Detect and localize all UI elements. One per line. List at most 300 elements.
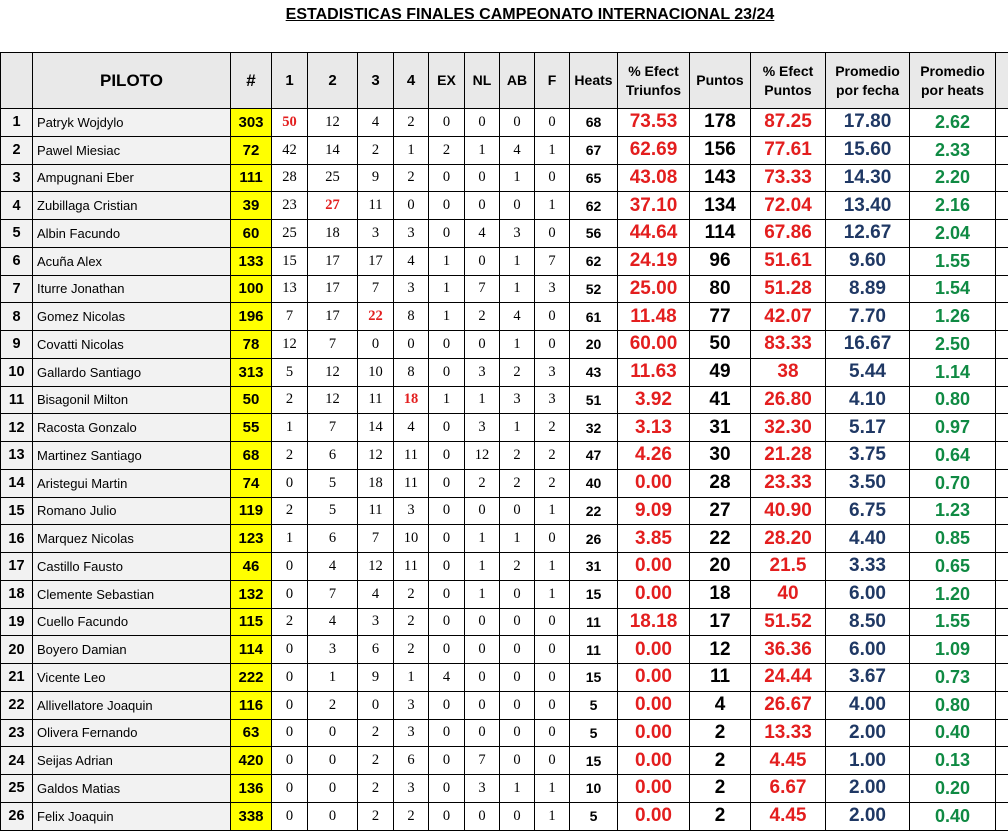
p4-cell: 11 — [394, 469, 429, 497]
p3-cell: 14 — [358, 414, 394, 442]
p3-cell: 17 — [358, 247, 394, 275]
p1-cell: 28 — [272, 164, 308, 192]
heats-cell: 22 — [570, 497, 618, 525]
header-p1: 1 — [272, 53, 308, 109]
f-cell: 0 — [535, 636, 570, 664]
header-efect-puntos-line1: % Efect — [763, 63, 814, 79]
heats-cell: 11 — [570, 608, 618, 636]
extra-cell — [996, 469, 1008, 497]
heats-cell: 67 — [570, 136, 618, 164]
header-numero: # — [231, 53, 272, 109]
p2-cell: 27 — [308, 192, 358, 220]
promedio-fecha-cell: 3.50 — [826, 469, 910, 497]
numero-cell: 60 — [231, 220, 272, 248]
promedio-heats-cell: 2.50 — [910, 331, 996, 359]
heats-cell: 61 — [570, 303, 618, 331]
puntos-cell: 2 — [690, 775, 751, 803]
p2-cell: 0 — [308, 802, 358, 830]
header-promedio-heats-line1: Promedio — [920, 63, 985, 79]
p4-cell: 10 — [394, 525, 429, 553]
nl-cell: 7 — [465, 747, 500, 775]
p4-cell: 2 — [394, 802, 429, 830]
p4-cell: 2 — [394, 164, 429, 192]
p2-cell: 5 — [308, 497, 358, 525]
efect-triunfos-cell: 3.92 — [618, 386, 690, 414]
position-cell: 15 — [1, 497, 33, 525]
p3-cell: 22 — [358, 303, 394, 331]
piloto-cell: Seijas Adrian — [33, 747, 231, 775]
puntos-cell: 96 — [690, 247, 751, 275]
p2-cell: 2 — [308, 691, 358, 719]
numero-cell: 68 — [231, 442, 272, 470]
ex-cell: 0 — [429, 164, 465, 192]
ex-cell: 0 — [429, 497, 465, 525]
numero-cell: 100 — [231, 275, 272, 303]
efect-triunfos-cell: 0.00 — [618, 469, 690, 497]
promedio-heats-cell: 0.97 — [910, 414, 996, 442]
piloto-cell: Clemente Sebastian — [33, 580, 231, 608]
promedio-fecha-cell: 13.40 — [826, 192, 910, 220]
ab-cell: 0 — [500, 747, 535, 775]
puntos-cell: 4 — [690, 691, 751, 719]
promedio-heats-cell: 0.85 — [910, 525, 996, 553]
table-row — [1, 553, 1008, 581]
ex-cell: 0 — [429, 691, 465, 719]
f-cell: 2 — [535, 469, 570, 497]
nl-cell: 1 — [465, 580, 500, 608]
ex-cell: 1 — [429, 247, 465, 275]
ab-cell: 0 — [500, 109, 535, 137]
position-cell: 13 — [1, 442, 33, 470]
p2-cell: 14 — [308, 136, 358, 164]
p1-cell: 2 — [272, 608, 308, 636]
ab-cell: 2 — [500, 469, 535, 497]
efect-triunfos-cell: 9.09 — [618, 497, 690, 525]
p1-cell: 1 — [272, 525, 308, 553]
piloto-cell: Patryk Wojdylo — [33, 109, 231, 137]
ex-cell: 1 — [429, 275, 465, 303]
efect-puntos-cell: 6.67 — [751, 775, 826, 803]
efect-triunfos-cell: 3.85 — [618, 525, 690, 553]
ab-cell: 3 — [500, 220, 535, 248]
p1-cell: 50 — [272, 109, 308, 137]
extra-cell — [996, 331, 1008, 359]
position-cell: 8 — [1, 303, 33, 331]
p2-cell: 18 — [308, 220, 358, 248]
promedio-fecha-cell: 3.33 — [826, 553, 910, 581]
nl-cell: 3 — [465, 775, 500, 803]
piloto-cell: Bisagonil Milton — [33, 386, 231, 414]
promedio-heats-cell: 0.80 — [910, 691, 996, 719]
puntos-cell: 156 — [690, 136, 751, 164]
ab-cell: 2 — [500, 442, 535, 470]
position-cell: 14 — [1, 469, 33, 497]
efect-triunfos-cell: 73.53 — [618, 109, 690, 137]
piloto-cell: Vicente Leo — [33, 664, 231, 692]
p1-cell: 25 — [272, 220, 308, 248]
heats-cell: 32 — [570, 414, 618, 442]
p3-cell: 18 — [358, 469, 394, 497]
extra-cell — [996, 636, 1008, 664]
p1-cell: 2 — [272, 497, 308, 525]
position-cell: 22 — [1, 691, 33, 719]
header-promedio-heats-line2: por heats — [921, 82, 984, 98]
promedio-heats-cell: 2.33 — [910, 136, 996, 164]
numero-cell: 111 — [231, 164, 272, 192]
numero-cell: 136 — [231, 775, 272, 803]
heats-cell: 65 — [570, 164, 618, 192]
p1-cell: 0 — [272, 691, 308, 719]
p1-cell: 0 — [272, 664, 308, 692]
nl-cell: 0 — [465, 664, 500, 692]
p3-cell: 10 — [358, 358, 394, 386]
position-cell: 20 — [1, 636, 33, 664]
p1-cell: 2 — [272, 386, 308, 414]
f-cell: 3 — [535, 275, 570, 303]
efect-puntos-cell: 67.86 — [751, 220, 826, 248]
efect-triunfos-cell: 18.18 — [618, 608, 690, 636]
p4-cell: 11 — [394, 553, 429, 581]
promedio-heats-cell: 1.14 — [910, 358, 996, 386]
promedio-heats-cell: 2.04 — [910, 220, 996, 248]
ex-cell: 0 — [429, 358, 465, 386]
efect-puntos-cell: 21.5 — [751, 553, 826, 581]
p4-cell: 3 — [394, 275, 429, 303]
puntos-cell: 2 — [690, 747, 751, 775]
puntos-cell: 2 — [690, 719, 751, 747]
extra-cell — [996, 442, 1008, 470]
ex-cell: 2 — [429, 136, 465, 164]
efect-puntos-cell: 72.04 — [751, 192, 826, 220]
extra-cell — [996, 691, 1008, 719]
p3-cell: 11 — [358, 497, 394, 525]
p3-cell: 4 — [358, 109, 394, 137]
promedio-fecha-cell: 4.10 — [826, 386, 910, 414]
position-cell: 4 — [1, 192, 33, 220]
nl-cell: 0 — [465, 636, 500, 664]
table-row — [1, 164, 1008, 192]
p4-cell: 1 — [394, 136, 429, 164]
p3-cell: 12 — [358, 442, 394, 470]
nl-cell: 0 — [465, 691, 500, 719]
p4-cell: 6 — [394, 747, 429, 775]
heats-cell: 20 — [570, 331, 618, 359]
ab-cell: 0 — [500, 802, 535, 830]
p4-cell: 3 — [394, 719, 429, 747]
f-cell: 3 — [535, 358, 570, 386]
efect-triunfos-cell: 0.00 — [618, 775, 690, 803]
p2-cell: 1 — [308, 664, 358, 692]
extra-cell — [996, 497, 1008, 525]
efect-puntos-cell: 24.44 — [751, 664, 826, 692]
header-promedio-fecha-line2: por fecha — [836, 82, 899, 98]
nl-cell: 0 — [465, 247, 500, 275]
p4-cell: 2 — [394, 109, 429, 137]
efect-puntos-cell: 4.45 — [751, 802, 826, 830]
heats-cell: 15 — [570, 664, 618, 692]
table-row — [1, 747, 1008, 775]
numero-cell: 116 — [231, 691, 272, 719]
p4-cell: 3 — [394, 220, 429, 248]
extra-cell — [996, 747, 1008, 775]
ab-cell: 1 — [500, 331, 535, 359]
piloto-cell: Pawel Miesiac — [33, 136, 231, 164]
efect-puntos-cell: 51.28 — [751, 275, 826, 303]
nl-cell: 0 — [465, 608, 500, 636]
table-body — [1, 109, 1008, 831]
efect-puntos-cell: 28.20 — [751, 525, 826, 553]
numero-cell: 338 — [231, 802, 272, 830]
puntos-cell: 80 — [690, 275, 751, 303]
ab-cell: 1 — [500, 275, 535, 303]
heats-cell: 5 — [570, 691, 618, 719]
position-cell: 10 — [1, 358, 33, 386]
numero-cell: 123 — [231, 525, 272, 553]
table-row — [1, 775, 1008, 803]
heats-cell: 51 — [570, 386, 618, 414]
p4-cell: 8 — [394, 358, 429, 386]
piloto-cell: Cuello Facundo — [33, 608, 231, 636]
f-cell: 7 — [535, 247, 570, 275]
f-cell: 0 — [535, 719, 570, 747]
heats-cell: 43 — [570, 358, 618, 386]
table-row — [1, 580, 1008, 608]
efect-triunfos-cell: 0.00 — [618, 636, 690, 664]
ex-cell: 0 — [429, 331, 465, 359]
f-cell: 0 — [535, 691, 570, 719]
efect-triunfos-cell: 0.00 — [618, 580, 690, 608]
p3-cell: 9 — [358, 664, 394, 692]
efect-triunfos-cell: 24.19 — [618, 247, 690, 275]
table-row — [1, 469, 1008, 497]
promedio-fecha-cell: 3.67 — [826, 664, 910, 692]
p2-cell: 4 — [308, 608, 358, 636]
extra-cell — [996, 580, 1008, 608]
table-row — [1, 247, 1008, 275]
table-row — [1, 275, 1008, 303]
nl-cell: 7 — [465, 275, 500, 303]
p1-cell: 15 — [272, 247, 308, 275]
promedio-fecha-cell: 1.00 — [826, 747, 910, 775]
puntos-cell: 2 — [690, 802, 751, 830]
numero-cell: 39 — [231, 192, 272, 220]
heats-cell: 56 — [570, 220, 618, 248]
ex-cell: 0 — [429, 608, 465, 636]
promedio-heats-cell: 0.73 — [910, 664, 996, 692]
table-row — [1, 414, 1008, 442]
position-cell: 21 — [1, 664, 33, 692]
numero-cell: 115 — [231, 608, 272, 636]
nl-cell: 0 — [465, 497, 500, 525]
position-cell: 3 — [1, 164, 33, 192]
promedio-fecha-cell: 2.00 — [826, 775, 910, 803]
position-cell: 17 — [1, 553, 33, 581]
p2-cell: 17 — [308, 275, 358, 303]
header-piloto: PILOTO — [33, 53, 231, 109]
p4-cell: 3 — [394, 691, 429, 719]
numero-cell: 196 — [231, 303, 272, 331]
table-row — [1, 497, 1008, 525]
piloto-cell: Iturre Jonathan — [33, 275, 231, 303]
efect-puntos-cell: 42.07 — [751, 303, 826, 331]
extra-cell — [996, 608, 1008, 636]
promedio-heats-cell: 0.80 — [910, 386, 996, 414]
f-cell: 2 — [535, 414, 570, 442]
ab-cell: 4 — [500, 136, 535, 164]
extra-cell — [996, 192, 1008, 220]
ex-cell: 4 — [429, 664, 465, 692]
efect-triunfos-cell: 11.48 — [618, 303, 690, 331]
ex-cell: 0 — [429, 220, 465, 248]
position-cell: 26 — [1, 802, 33, 830]
header-efect-puntos-line2: Puntos — [764, 82, 811, 98]
ex-cell: 0 — [429, 802, 465, 830]
piloto-cell: Aristegui Martin — [33, 469, 231, 497]
p2-cell: 0 — [308, 747, 358, 775]
p1-cell: 23 — [272, 192, 308, 220]
p1-cell: 0 — [272, 553, 308, 581]
piloto-cell: Galdos Matias — [33, 775, 231, 803]
efect-puntos-cell: 40.90 — [751, 497, 826, 525]
f-cell: 0 — [535, 164, 570, 192]
extra-cell — [996, 247, 1008, 275]
piloto-cell: Racosta Gonzalo — [33, 414, 231, 442]
promedio-fecha-cell: 6.00 — [826, 636, 910, 664]
p2-cell: 17 — [308, 247, 358, 275]
header-f: F — [535, 53, 570, 109]
heats-cell: 26 — [570, 525, 618, 553]
nl-cell: 0 — [465, 192, 500, 220]
puntos-cell: 27 — [690, 497, 751, 525]
header-promedio-fecha — [826, 53, 910, 109]
efect-puntos-cell: 26.80 — [751, 386, 826, 414]
p3-cell: 2 — [358, 719, 394, 747]
efect-puntos-cell: 51.61 — [751, 247, 826, 275]
header-puntos: Puntos — [690, 53, 751, 109]
table-header — [1, 53, 1008, 109]
ab-cell: 2 — [500, 358, 535, 386]
p1-cell: 13 — [272, 275, 308, 303]
table-row — [1, 386, 1008, 414]
position-cell: 24 — [1, 747, 33, 775]
ex-cell: 1 — [429, 386, 465, 414]
f-cell: 0 — [535, 525, 570, 553]
p2-cell: 7 — [308, 580, 358, 608]
efect-puntos-cell: 26.67 — [751, 691, 826, 719]
header-efect-triunfos — [618, 53, 690, 109]
stats-table — [0, 52, 1008, 831]
header-ex: EX — [429, 53, 465, 109]
f-cell: 0 — [535, 331, 570, 359]
p1-cell: 12 — [272, 331, 308, 359]
promedio-heats-cell: 0.65 — [910, 553, 996, 581]
promedio-heats-cell: 0.64 — [910, 442, 996, 470]
numero-cell: 50 — [231, 386, 272, 414]
piloto-cell: Ampugnani Eber — [33, 164, 231, 192]
ab-cell: 0 — [500, 636, 535, 664]
p3-cell: 11 — [358, 192, 394, 220]
puntos-cell: 41 — [690, 386, 751, 414]
p3-cell: 0 — [358, 331, 394, 359]
table-row — [1, 691, 1008, 719]
p4-cell: 0 — [394, 331, 429, 359]
promedio-fecha-cell: 8.89 — [826, 275, 910, 303]
piloto-cell: Covatti Nicolas — [33, 331, 231, 359]
header-ab: AB — [500, 53, 535, 109]
ab-cell: 2 — [500, 553, 535, 581]
numero-cell: 63 — [231, 719, 272, 747]
table-row — [1, 358, 1008, 386]
ex-cell: 0 — [429, 469, 465, 497]
extra-cell — [996, 136, 1008, 164]
promedio-fecha-cell: 3.75 — [826, 442, 910, 470]
promedio-fecha-cell: 9.60 — [826, 247, 910, 275]
promedio-heats-cell: 1.55 — [910, 247, 996, 275]
promedio-heats-cell: 2.16 — [910, 192, 996, 220]
efect-puntos-cell: 87.25 — [751, 109, 826, 137]
p3-cell: 3 — [358, 608, 394, 636]
p3-cell: 12 — [358, 553, 394, 581]
extra-cell — [996, 164, 1008, 192]
heats-cell: 62 — [570, 247, 618, 275]
position-cell: 19 — [1, 608, 33, 636]
header-extra — [996, 53, 1008, 109]
ex-cell: 0 — [429, 109, 465, 137]
position-cell: 6 — [1, 247, 33, 275]
ex-cell: 0 — [429, 747, 465, 775]
heats-cell: 5 — [570, 802, 618, 830]
nl-cell: 0 — [465, 164, 500, 192]
efect-puntos-cell: 36.36 — [751, 636, 826, 664]
position-cell: 23 — [1, 719, 33, 747]
position-cell: 16 — [1, 525, 33, 553]
efect-triunfos-cell: 11.63 — [618, 358, 690, 386]
p3-cell: 0 — [358, 691, 394, 719]
numero-cell: 74 — [231, 469, 272, 497]
promedio-fecha-cell: 5.17 — [826, 414, 910, 442]
ex-cell: 0 — [429, 636, 465, 664]
p2-cell: 12 — [308, 386, 358, 414]
promedio-fecha-cell: 2.00 — [826, 802, 910, 830]
position-cell: 11 — [1, 386, 33, 414]
p4-cell: 18 — [394, 386, 429, 414]
header-efect-triunfos-line1: % Efect — [628, 63, 679, 79]
nl-cell: 0 — [465, 331, 500, 359]
p3-cell: 2 — [358, 775, 394, 803]
piloto-cell: Castillo Fausto — [33, 553, 231, 581]
numero-cell: 222 — [231, 664, 272, 692]
efect-triunfos-cell: 0.00 — [618, 691, 690, 719]
p2-cell: 6 — [308, 525, 358, 553]
ab-cell: 0 — [500, 664, 535, 692]
p2-cell: 5 — [308, 469, 358, 497]
p3-cell: 6 — [358, 636, 394, 664]
p1-cell: 42 — [272, 136, 308, 164]
piloto-cell: Olivera Fernando — [33, 719, 231, 747]
piloto-cell: Boyero Damian — [33, 636, 231, 664]
heats-cell: 31 — [570, 553, 618, 581]
promedio-heats-cell: 1.54 — [910, 275, 996, 303]
header-p4: 4 — [394, 53, 429, 109]
f-cell: 1 — [535, 136, 570, 164]
extra-cell — [996, 525, 1008, 553]
extra-cell — [996, 414, 1008, 442]
promedio-heats-cell: 1.20 — [910, 580, 996, 608]
header-p2: 2 — [308, 53, 358, 109]
promedio-fecha-cell: 17.80 — [826, 109, 910, 137]
p1-cell: 0 — [272, 775, 308, 803]
p4-cell: 3 — [394, 497, 429, 525]
